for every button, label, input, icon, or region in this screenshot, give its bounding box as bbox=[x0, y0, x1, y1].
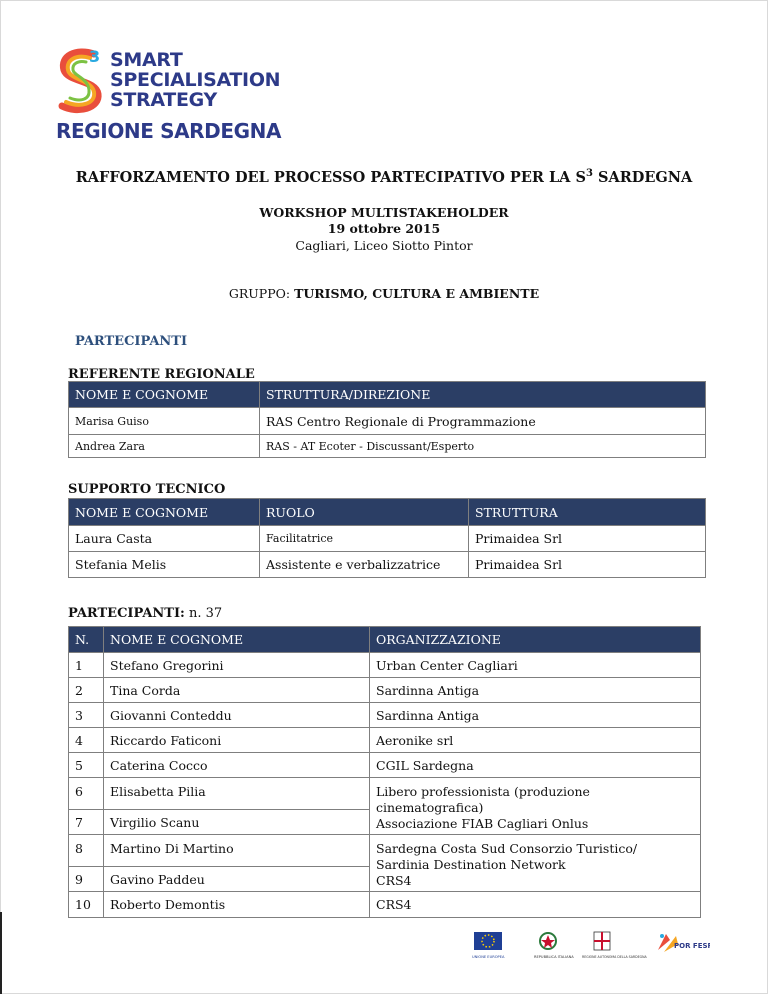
table-cell: Facilitatrice bbox=[260, 526, 469, 552]
column-header: NOME E COGNOME bbox=[69, 499, 260, 526]
referente-label: REFERENTE REGIONALE bbox=[68, 367, 255, 382]
table-cell: Laura Casta bbox=[69, 526, 260, 552]
table-cell: 1 bbox=[69, 653, 104, 678]
svg-text:POR FESR: POR FESR bbox=[674, 942, 710, 950]
organization-text: Libero professionista (produzione cinematografica) bbox=[376, 784, 590, 815]
table-row bbox=[69, 552, 706, 578]
table-row bbox=[69, 408, 706, 435]
group-line: GRUPPO: TURISMO, CULTURA E AMBIENTE bbox=[228, 286, 540, 301]
table-cell: Virgilio Scanu bbox=[104, 810, 370, 835]
logo-line-specialisation: SPECIALISATION bbox=[110, 69, 281, 91]
table-cell: Tina Corda bbox=[104, 678, 370, 703]
supporto-table bbox=[68, 498, 706, 578]
table-cell: 9 bbox=[69, 867, 104, 892]
svg-text:REPUBBLICA ITALIANA: REPUBBLICA ITALIANA bbox=[534, 955, 574, 959]
logo-line-smart: SMART bbox=[110, 49, 183, 71]
table-cell: 2 bbox=[69, 678, 104, 703]
table-cell: Martino Di Martino bbox=[104, 835, 370, 867]
table-cell: 6 bbox=[69, 778, 104, 810]
column-header: NOME E COGNOME bbox=[104, 627, 370, 653]
table-cell: RAS - AT Ecoter - Discussant/Esperto bbox=[260, 435, 706, 458]
svg-text:UNIONE EUROPEA: UNIONE EUROPEA bbox=[472, 955, 505, 959]
logo-region-sardegna: REGIONE SARDEGNA bbox=[56, 119, 282, 143]
table-cell: CGIL Sardegna bbox=[370, 753, 701, 778]
table-row bbox=[69, 526, 706, 552]
funding-logos-icon bbox=[470, 928, 710, 968]
margin-mark bbox=[0, 912, 2, 994]
table-row bbox=[69, 728, 701, 753]
table-cell: Giovanni Conteddu bbox=[104, 703, 370, 728]
column-header: N. bbox=[69, 627, 104, 653]
workshop-name: WORKSHOP MULTISTAKEHOLDER bbox=[259, 205, 509, 220]
document-title: RAFFORZAMENTO DEL PROCESSO PARTECIPATIVO PER LA $S^3$ SARDEGNA bbox=[75, 168, 693, 186]
table-cell: 5 bbox=[69, 753, 104, 778]
referente-table bbox=[68, 381, 706, 458]
table-cell: 4 bbox=[69, 728, 104, 753]
column-header: ORGANIZZAZIONE bbox=[370, 627, 701, 653]
sardegna-emblem-icon bbox=[594, 932, 610, 950]
table-cell: Stefania Melis bbox=[69, 552, 260, 578]
table-row bbox=[69, 678, 701, 703]
svg-text:REGIONE AUTONOMA DELLA SARDEGN: REGIONE AUTONOMA DELLA SARDEGNA bbox=[582, 955, 647, 959]
table-cell: 7 bbox=[69, 810, 104, 835]
table-cell: Elisabetta Pilia bbox=[104, 778, 370, 810]
svg-text:3: 3 bbox=[89, 47, 101, 66]
eu-flag-icon bbox=[474, 932, 502, 950]
column-header: STRUTTURA/DIREZIONE bbox=[260, 382, 706, 408]
column-header: STRUTTURA bbox=[469, 499, 706, 526]
logo-line-strategy: STRATEGY bbox=[110, 89, 217, 111]
table-cell bbox=[370, 778, 701, 835]
table-cell: Assistente e verbalizzatrice bbox=[260, 552, 469, 578]
table-cell: Caterina Cocco bbox=[104, 753, 370, 778]
footer-logos bbox=[470, 928, 710, 968]
column-header: NOME E COGNOME bbox=[69, 382, 260, 408]
table-cell: Gavino Paddeu bbox=[104, 867, 370, 892]
section-title-partecipanti: PARTECIPANTI bbox=[75, 334, 188, 349]
table-cell: Sardinna Antiga bbox=[370, 678, 701, 703]
table-header-row bbox=[69, 627, 701, 653]
table-row bbox=[69, 435, 706, 458]
column-header: RUOLO bbox=[260, 499, 469, 526]
table-row bbox=[69, 653, 701, 678]
table-row bbox=[69, 753, 701, 778]
table-row bbox=[69, 778, 701, 810]
table-cell: Marisa Guiso bbox=[69, 408, 260, 435]
table-row bbox=[69, 835, 701, 867]
organization-text: CRS4 bbox=[376, 873, 412, 888]
table-cell: Urban Center Cagliari bbox=[370, 653, 701, 678]
table-cell: Roberto Demontis bbox=[104, 892, 370, 918]
table-header-row bbox=[69, 499, 706, 526]
table-cell: Sardinna Antiga bbox=[370, 703, 701, 728]
s3-logo bbox=[56, 46, 296, 142]
table-cell: Stefano Gregorini bbox=[104, 653, 370, 678]
workshop-date: 19 ottobre 2015 bbox=[327, 221, 441, 236]
supporto-label: SUPPORTO TECNICO bbox=[68, 482, 226, 497]
table-header-row bbox=[69, 382, 706, 408]
table-cell: Andrea Zara bbox=[69, 435, 260, 458]
organization-text: Associazione FIAB Cagliari Onlus bbox=[376, 816, 589, 831]
table-cell: 10 bbox=[69, 892, 104, 918]
organization-text: Sardegna Costa Sud Consorzio Turistico/ Sardinia Destination Network bbox=[376, 841, 638, 872]
table-cell: Aeronike srl bbox=[370, 728, 701, 753]
table-row bbox=[69, 703, 701, 728]
italian-emblem-icon bbox=[540, 933, 556, 949]
partecipanti-label: PARTECIPANTI: n. 37 bbox=[68, 606, 223, 621]
partecipanti-table bbox=[68, 626, 701, 918]
table-cell: Riccardo Faticoni bbox=[104, 728, 370, 753]
table-cell bbox=[370, 835, 701, 892]
table-cell: Primaidea Srl bbox=[469, 526, 706, 552]
table-cell: Primaidea Srl bbox=[469, 552, 706, 578]
table-cell: 8 bbox=[69, 835, 104, 867]
table-row bbox=[69, 892, 701, 918]
workshop-place: Cagliari, Liceo Siotto Pintor bbox=[295, 238, 473, 253]
table-cell: RAS Centro Regionale di Programmazione bbox=[260, 408, 706, 435]
table-cell: 3 bbox=[69, 703, 104, 728]
table-cell: CRS4 bbox=[370, 892, 701, 918]
s3-emblem-icon bbox=[56, 46, 108, 116]
